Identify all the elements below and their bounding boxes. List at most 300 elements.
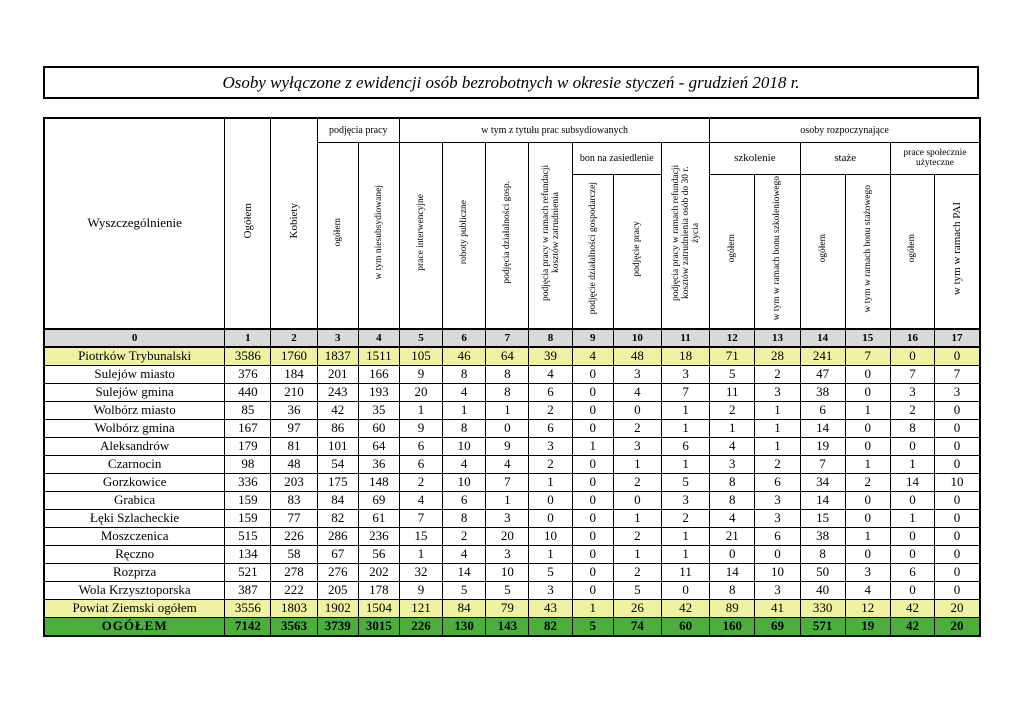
row-name: OGÓŁEM: [44, 617, 225, 636]
cell-col-16: 0: [890, 437, 934, 455]
cell-col-5: 121: [399, 599, 442, 617]
cell-col-9: 0: [572, 581, 613, 599]
cell-col-12: 3: [710, 455, 755, 473]
cell-col-4: 1511: [358, 347, 399, 366]
cell-col-10: 4: [613, 383, 661, 401]
column-number-11: 11: [661, 329, 709, 347]
cell-col-4: 236: [358, 527, 399, 545]
row-name: Ręczno: [44, 545, 225, 563]
cell-col-16: 0: [890, 347, 934, 366]
cell-col-6: 10: [443, 473, 486, 491]
cell-col-2: 83: [271, 491, 317, 509]
cell-col-13: 0: [755, 545, 800, 563]
cell-col-15: 0: [845, 509, 890, 527]
cell-col-15: 1: [845, 527, 890, 545]
column-number-17: 17: [935, 329, 980, 347]
cell-col-13: 3: [755, 491, 800, 509]
cell-col-7: 79: [486, 599, 529, 617]
table-row: [44, 545, 980, 563]
cell-col-3: 82: [317, 509, 358, 527]
cell-col-15: 7: [845, 347, 890, 366]
table-row: [44, 527, 980, 545]
cell-col-10: 48: [613, 347, 661, 366]
column-number-13: 13: [755, 329, 800, 347]
cell-col-17: 10: [935, 473, 980, 491]
document-title: Osoby wyłączone z ewidencji osób bezrobotnych w okresie styczeń - grudzień 2018 r.: [43, 66, 979, 99]
cell-col-15: 3: [845, 563, 890, 581]
cell-col-3: 42: [317, 401, 358, 419]
cell-col-4: 3015: [358, 617, 399, 636]
column-number-1: 1: [225, 329, 271, 347]
cell-col-17: 20: [935, 617, 980, 636]
cell-col-3: 276: [317, 563, 358, 581]
cell-col-15: 1: [845, 401, 890, 419]
cell-col-16: 2: [890, 401, 934, 419]
cell-col-5: 4: [399, 491, 442, 509]
column-number-5: 5: [399, 329, 442, 347]
cell-col-2: 222: [271, 581, 317, 599]
cell-col-6: 14: [443, 563, 486, 581]
cell-col-9: 0: [572, 365, 613, 383]
cell-col-7: 8: [486, 365, 529, 383]
cell-col-1: 387: [225, 581, 271, 599]
cell-col-6: 46: [443, 347, 486, 366]
cell-col-2: 36: [271, 401, 317, 419]
cell-col-13: 6: [755, 527, 800, 545]
cell-col-1: 134: [225, 545, 271, 563]
row-name: Sulejów gmina: [44, 383, 225, 401]
cell-col-10: 1: [613, 545, 661, 563]
cell-col-2: 97: [271, 419, 317, 437]
cell-col-17: 0: [935, 491, 980, 509]
cell-col-9: 0: [572, 509, 613, 527]
cell-col-2: 278: [271, 563, 317, 581]
cell-col-16: 6: [890, 563, 934, 581]
cell-col-6: 1: [443, 401, 486, 419]
cell-col-14: 14: [800, 491, 845, 509]
cell-col-2: 184: [271, 365, 317, 383]
cell-col-14: 241: [800, 347, 845, 366]
cell-col-1: 179: [225, 437, 271, 455]
row-name: Piotrków Trybunalski: [44, 347, 225, 366]
cell-col-13: 69: [755, 617, 800, 636]
cell-col-3: 175: [317, 473, 358, 491]
cell-col-13: 41: [755, 599, 800, 617]
cell-col-17: 0: [935, 527, 980, 545]
cell-col-2: 1803: [271, 599, 317, 617]
cell-col-1: 159: [225, 509, 271, 527]
cell-col-3: 286: [317, 527, 358, 545]
cell-col-4: 36: [358, 455, 399, 473]
cell-col-17: 0: [935, 509, 980, 527]
cell-col-7: 1: [486, 491, 529, 509]
cell-col-2: 77: [271, 509, 317, 527]
table-row: [44, 419, 980, 437]
cell-col-1: 159: [225, 491, 271, 509]
col-header-st-bonu: w tym w ramach bonu stażowego: [845, 174, 890, 329]
cell-col-9: 0: [572, 545, 613, 563]
cell-col-12: 71: [710, 347, 755, 366]
cell-col-1: 98: [225, 455, 271, 473]
cell-col-13: 3: [755, 509, 800, 527]
col-header-prace-interwencyjne: prace interwencyjne: [399, 142, 442, 329]
cell-col-12: 8: [710, 581, 755, 599]
cell-col-12: 4: [710, 509, 755, 527]
cell-col-5: 1: [399, 401, 442, 419]
cell-col-17: 0: [935, 401, 980, 419]
row-name: Łęki Szlacheckie: [44, 509, 225, 527]
cell-col-9: 4: [572, 347, 613, 366]
col-header-pp-ogolem: ogółem: [317, 142, 358, 329]
cell-col-11: 0: [661, 581, 709, 599]
cell-col-15: 12: [845, 599, 890, 617]
cell-col-8: 6: [529, 383, 572, 401]
cell-col-16: 0: [890, 581, 934, 599]
cell-col-8: 2: [529, 455, 572, 473]
cell-col-12: 14: [710, 563, 755, 581]
cell-col-16: 8: [890, 419, 934, 437]
cell-col-15: 0: [845, 437, 890, 455]
cell-col-17: 0: [935, 545, 980, 563]
cell-col-3: 54: [317, 455, 358, 473]
col-header-ps-ogolem: ogółem: [890, 174, 934, 329]
cell-col-8: 3: [529, 437, 572, 455]
cell-col-7: 143: [486, 617, 529, 636]
cell-col-10: 2: [613, 473, 661, 491]
cell-col-9: 0: [572, 455, 613, 473]
cell-col-9: 0: [572, 401, 613, 419]
table-row: [44, 581, 980, 599]
cell-col-14: 50: [800, 563, 845, 581]
table-row: [44, 401, 980, 419]
cell-col-13: 3: [755, 383, 800, 401]
cell-col-13: 10: [755, 563, 800, 581]
cell-col-5: 32: [399, 563, 442, 581]
cell-col-10: 2: [613, 563, 661, 581]
cell-col-11: 1: [661, 545, 709, 563]
cell-col-16: 7: [890, 365, 934, 383]
column-number-7: 7: [486, 329, 529, 347]
cell-col-10: 0: [613, 401, 661, 419]
cell-col-16: 42: [890, 617, 934, 636]
cell-col-3: 3739: [317, 617, 358, 636]
cell-col-6: 8: [443, 509, 486, 527]
cell-col-12: 8: [710, 473, 755, 491]
row-name: Wola Krzysztoporska: [44, 581, 225, 599]
column-number-9: 9: [572, 329, 613, 347]
cell-col-14: 38: [800, 527, 845, 545]
column-number-10: 10: [613, 329, 661, 347]
column-number-row: [44, 329, 980, 347]
cell-col-17: 0: [935, 419, 980, 437]
column-number-12: 12: [710, 329, 755, 347]
cell-col-5: 1: [399, 545, 442, 563]
cell-col-13: 6: [755, 473, 800, 491]
cell-col-6: 2: [443, 527, 486, 545]
cell-col-16: 0: [890, 491, 934, 509]
group-header-bon-na-zasiedlenie: bon na zasiedlenie: [572, 142, 661, 174]
column-number-8: 8: [529, 329, 572, 347]
table-row: [44, 365, 980, 383]
cell-col-2: 58: [271, 545, 317, 563]
cell-col-17: 20: [935, 599, 980, 617]
cell-col-9: 0: [572, 473, 613, 491]
cell-col-13: 1: [755, 419, 800, 437]
cell-col-11: 3: [661, 365, 709, 383]
cell-col-8: 1: [529, 545, 572, 563]
row-label-header: Wyszczególnienie: [44, 118, 225, 329]
cell-col-3: 201: [317, 365, 358, 383]
cell-col-5: 15: [399, 527, 442, 545]
col-header-bon-dzialalnosci: podjęcie działalności gospodarczej: [572, 174, 613, 329]
cell-col-10: 74: [613, 617, 661, 636]
cell-col-17: 0: [935, 563, 980, 581]
table-row: [44, 383, 980, 401]
cell-col-9: 5: [572, 617, 613, 636]
cell-col-14: 8: [800, 545, 845, 563]
cell-col-11: 42: [661, 599, 709, 617]
cell-col-10: 2: [613, 527, 661, 545]
cell-col-2: 226: [271, 527, 317, 545]
column-number-4: 4: [358, 329, 399, 347]
cell-col-15: 0: [845, 545, 890, 563]
cell-col-16: 3: [890, 383, 934, 401]
cell-col-11: 1: [661, 455, 709, 473]
cell-col-4: 56: [358, 545, 399, 563]
cell-col-6: 84: [443, 599, 486, 617]
cell-col-1: 7142: [225, 617, 271, 636]
cell-col-11: 7: [661, 383, 709, 401]
cell-col-4: 60: [358, 419, 399, 437]
cell-col-15: 0: [845, 383, 890, 401]
cell-col-4: 166: [358, 365, 399, 383]
cell-col-4: 69: [358, 491, 399, 509]
cell-col-8: 1: [529, 473, 572, 491]
col-header-bon-pracy: podjęcie pracy: [613, 174, 661, 329]
cell-col-11: 6: [661, 437, 709, 455]
cell-col-1: 440: [225, 383, 271, 401]
cell-col-12: 0: [710, 545, 755, 563]
cell-col-9: 0: [572, 491, 613, 509]
cell-col-10: 3: [613, 437, 661, 455]
cell-col-9: 0: [572, 527, 613, 545]
cell-col-10: 26: [613, 599, 661, 617]
cell-col-11: 1: [661, 419, 709, 437]
cell-col-8: 4: [529, 365, 572, 383]
column-number-2: 2: [271, 329, 317, 347]
cell-col-5: 9: [399, 581, 442, 599]
cell-col-4: 35: [358, 401, 399, 419]
col-header-sz-bonu: w tym w ramach bonu szkoleniowego: [755, 174, 800, 329]
table-row: [44, 509, 980, 527]
row-name: Aleksandrów: [44, 437, 225, 455]
cell-col-16: 42: [890, 599, 934, 617]
cell-col-5: 20: [399, 383, 442, 401]
col-header-podjecia-dzialalnosci: podjęcia działalności gosp.: [486, 142, 529, 329]
cell-col-9: 1: [572, 437, 613, 455]
cell-col-8: 6: [529, 419, 572, 437]
cell-col-14: 6: [800, 401, 845, 419]
table-row: [44, 437, 980, 455]
cell-col-7: 7: [486, 473, 529, 491]
cell-col-8: 10: [529, 527, 572, 545]
cell-col-15: 2: [845, 473, 890, 491]
row-name: Rozprza: [44, 563, 225, 581]
cell-col-16: 14: [890, 473, 934, 491]
group-header-osoby-rozpoczynajace: osoby rozpoczynające: [710, 118, 980, 142]
cell-col-6: 130: [443, 617, 486, 636]
cell-col-10: 5: [613, 581, 661, 599]
cell-col-17: 3: [935, 383, 980, 401]
cell-col-15: 4: [845, 581, 890, 599]
cell-col-15: 19: [845, 617, 890, 636]
col-header-pp-niesubsydiowanej: w tym niesubsydiowanej: [358, 142, 399, 329]
cell-col-15: 1: [845, 455, 890, 473]
cell-col-7: 64: [486, 347, 529, 366]
cell-col-3: 1837: [317, 347, 358, 366]
cell-col-5: 9: [399, 365, 442, 383]
table-row: [44, 455, 980, 473]
cell-col-13: 3: [755, 581, 800, 599]
cell-col-5: 9: [399, 419, 442, 437]
cell-col-14: 19: [800, 437, 845, 455]
row-name: Moszczenica: [44, 527, 225, 545]
cell-col-8: 5: [529, 563, 572, 581]
cell-col-13: 2: [755, 455, 800, 473]
cell-col-17: 0: [935, 455, 980, 473]
cell-col-11: 60: [661, 617, 709, 636]
cell-col-14: 571: [800, 617, 845, 636]
cell-col-3: 1902: [317, 599, 358, 617]
cell-col-12: 160: [710, 617, 755, 636]
cell-col-6: 8: [443, 419, 486, 437]
cell-col-14: 14: [800, 419, 845, 437]
table-row: [44, 491, 980, 509]
cell-col-14: 38: [800, 383, 845, 401]
cell-col-7: 20: [486, 527, 529, 545]
cell-col-14: 15: [800, 509, 845, 527]
cell-col-9: 0: [572, 563, 613, 581]
cell-col-8: 2: [529, 401, 572, 419]
cell-col-11: 5: [661, 473, 709, 491]
cell-col-14: 34: [800, 473, 845, 491]
cell-col-15: 0: [845, 491, 890, 509]
table-row: [44, 617, 980, 636]
cell-col-12: 2: [710, 401, 755, 419]
cell-col-3: 101: [317, 437, 358, 455]
cell-col-4: 1504: [358, 599, 399, 617]
cell-col-2: 1760: [271, 347, 317, 366]
cell-col-3: 243: [317, 383, 358, 401]
cell-col-12: 5: [710, 365, 755, 383]
col-header-kobiety: Kobiety: [271, 118, 317, 329]
cell-col-13: 1: [755, 401, 800, 419]
cell-col-11: 1: [661, 527, 709, 545]
cell-col-8: 43: [529, 599, 572, 617]
cell-col-4: 64: [358, 437, 399, 455]
cell-col-7: 8: [486, 383, 529, 401]
cell-col-3: 205: [317, 581, 358, 599]
cell-col-13: 2: [755, 365, 800, 383]
cell-col-2: 203: [271, 473, 317, 491]
cell-col-6: 5: [443, 581, 486, 599]
cell-col-4: 148: [358, 473, 399, 491]
cell-col-2: 81: [271, 437, 317, 455]
cell-col-13: 1: [755, 437, 800, 455]
group-header-szkolenie: szkolenie: [710, 142, 800, 174]
col-header-roboty-publiczne: roboty publiczne: [443, 142, 486, 329]
cell-col-10: 3: [613, 365, 661, 383]
cell-col-15: 0: [845, 365, 890, 383]
row-name: Grabica: [44, 491, 225, 509]
cell-col-12: 89: [710, 599, 755, 617]
cell-col-4: 193: [358, 383, 399, 401]
cell-col-17: 0: [935, 437, 980, 455]
cell-col-1: 521: [225, 563, 271, 581]
col-header-ps-pai: w tym w ramach PAI: [935, 174, 980, 329]
cell-col-2: 3563: [271, 617, 317, 636]
cell-col-7: 4: [486, 455, 529, 473]
group-header-prace-spoleczne: prace społecznie użyteczne: [890, 142, 980, 174]
cell-col-11: 18: [661, 347, 709, 366]
cell-col-3: 67: [317, 545, 358, 563]
cell-col-9: 0: [572, 383, 613, 401]
column-number-3: 3: [317, 329, 358, 347]
cell-col-10: 0: [613, 491, 661, 509]
cell-col-4: 178: [358, 581, 399, 599]
cell-col-16: 0: [890, 527, 934, 545]
cell-col-6: 4: [443, 455, 486, 473]
cell-col-16: 1: [890, 509, 934, 527]
cell-col-4: 202: [358, 563, 399, 581]
cell-col-11: 2: [661, 509, 709, 527]
row-name: Czarnocin: [44, 455, 225, 473]
cell-col-14: 40: [800, 581, 845, 599]
group-header-staze: staże: [800, 142, 890, 174]
cell-col-1: 376: [225, 365, 271, 383]
cell-col-8: 82: [529, 617, 572, 636]
cell-col-9: 1: [572, 599, 613, 617]
cell-col-5: 7: [399, 509, 442, 527]
col-header-ogolem: Ogółem: [225, 118, 271, 329]
cell-col-1: 515: [225, 527, 271, 545]
cell-col-2: 210: [271, 383, 317, 401]
cell-col-7: 10: [486, 563, 529, 581]
cell-col-14: 330: [800, 599, 845, 617]
cell-col-10: 1: [613, 455, 661, 473]
col-header-refundacji-30: podjęcia pracy w ramach refundacji kosztów zatrudnienia osób do 30 r. życia: [661, 142, 709, 329]
cell-col-1: 3586: [225, 347, 271, 366]
row-name: Sulejów miasto: [44, 365, 225, 383]
cell-col-12: 8: [710, 491, 755, 509]
table-row: [44, 473, 980, 491]
group-header-podjecia-pracy: podjęcia pracy: [317, 118, 399, 142]
cell-col-8: 3: [529, 581, 572, 599]
cell-col-8: 39: [529, 347, 572, 366]
cell-col-5: 2: [399, 473, 442, 491]
cell-col-10: 2: [613, 419, 661, 437]
cell-col-3: 86: [317, 419, 358, 437]
cell-col-5: 105: [399, 347, 442, 366]
col-header-sz-ogolem: ogółem: [710, 174, 755, 329]
cell-col-7: 0: [486, 419, 529, 437]
cell-col-9: 0: [572, 419, 613, 437]
statistics-table: [43, 117, 981, 637]
cell-col-6: 4: [443, 383, 486, 401]
cell-col-12: 4: [710, 437, 755, 455]
column-number-0: 0: [44, 329, 225, 347]
cell-col-10: 1: [613, 509, 661, 527]
